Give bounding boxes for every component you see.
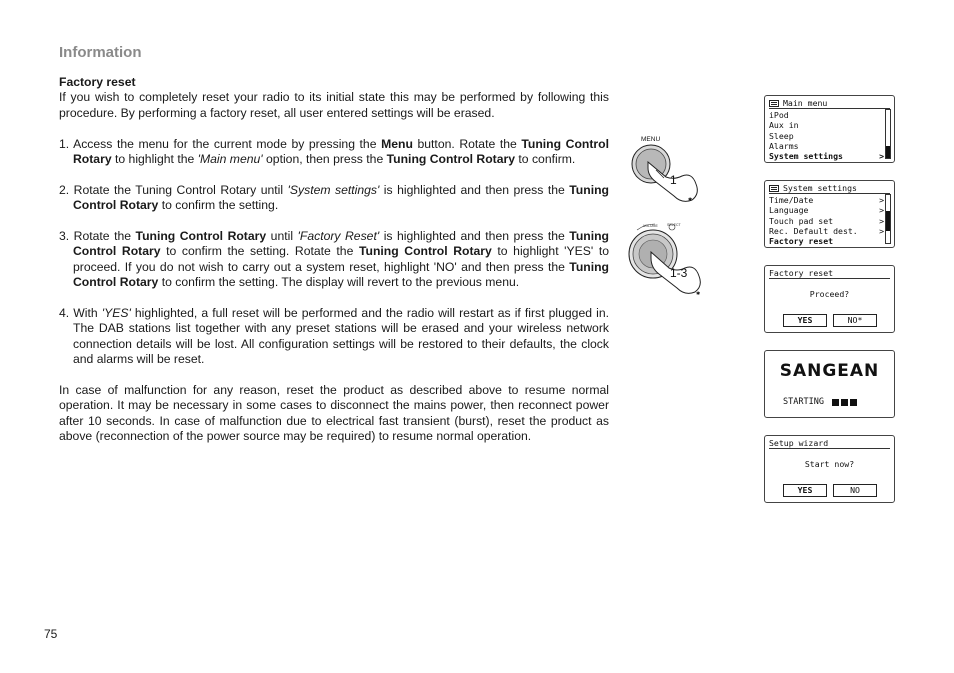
svg-text:VOLUME: VOLUME [643, 224, 658, 228]
svg-text:✱: ✱ [696, 291, 701, 297]
main-content [59, 75, 609, 445]
settings-item-language[interactable]: Language > [769, 205, 884, 216]
svg-text:✱: ✱ [688, 197, 693, 203]
menu-list [769, 110, 884, 161]
menu-label: MENU [641, 136, 661, 143]
callout-1: 1 [670, 173, 677, 187]
settings-item-time-date[interactable]: Time/Date > [769, 195, 884, 205]
start-now-prompt: Start now? [804, 459, 855, 469]
menu-knob-illustration [626, 132, 712, 210]
page-number: 75 [44, 627, 58, 641]
menu-item-ipod[interactable]: iPod [769, 110, 789, 120]
lcd-startup [764, 350, 895, 418]
no-button[interactable]: NO [833, 484, 877, 497]
intro-paragraph: If you wish to completely reset your radio to its initial state this may be performed by following this procedure. By performing a factory reset, all user entered settings will be erased. [59, 90, 609, 120]
step-number: 3. [59, 229, 74, 244]
step-1: 1. Access the menu for the current mode by pressing the Menu button. Rotate the Tuning Control Rotary to highlight the 'Main menu' option, then press the Tuning Control Rotary to confirm. [59, 136, 609, 167]
settings-item-touch-pad-set[interactable]: Touch pad set > [769, 215, 884, 226]
settings-item-rec-default-dest[interactable]: Rec. Default dest. > [769, 225, 884, 236]
proceed-prompt: Proceed? [809, 289, 850, 299]
callout-1-3: 1-3 [670, 266, 688, 280]
menu-list-icon [769, 185, 779, 192]
yes-button[interactable]: YES [783, 484, 827, 497]
menu-list-icon [769, 100, 779, 107]
rotary-knob-icon [627, 218, 717, 300]
svg-text:SELECT: SELECT [667, 223, 681, 227]
menu-knob-icon [626, 132, 712, 210]
step-3: 3. Rotate the Tuning Control Rotary until 'Factory Reset' is highlighted and then press the Tuning Control Rotary to confirm the setting. Rotate the Tuning Control Rotary to highlight 'YES' to proceed. If you do not wish to carry out a system reset, highlight 'NO' and then press the Tuning Control Rotary to confirm the setting. The display will revert to the previous menu. [59, 229, 609, 290]
yes-button[interactable]: YES [783, 314, 827, 327]
lcd-header: Factory reset [769, 268, 890, 279]
step-4: 4. With 'YES' highlighted, a full reset will be performed and the radio will restart as if first plugged in. The DAB stations list together with any preset stations will be erased and your wireless network connection details will be lost. All configuration settings will be restored to their defaults, the clock and alarms will be reset. [59, 306, 609, 367]
settings-list [769, 195, 884, 246]
menu-item-alarms[interactable]: Alarms [769, 140, 799, 151]
lcd-system-settings [764, 180, 895, 248]
lcd-header: Setup wizard [769, 438, 890, 449]
progress-bars-icon [832, 399, 859, 406]
starting-status: STARTING [783, 397, 859, 407]
menu-item-sleep[interactable]: Sleep [769, 130, 794, 141]
brand-logo: SANGEAN [779, 361, 880, 381]
lcd-setup-wizard [764, 435, 895, 503]
lcd-main-menu [764, 95, 895, 163]
step-number: 1. [59, 136, 74, 151]
lcd-header: Main menu [769, 98, 890, 109]
settings-item-factory-reset[interactable]: Factory reset [769, 236, 834, 247]
step-number: 2. [59, 182, 74, 197]
rotary-knob-illustration [627, 218, 717, 300]
closing-paragraph: In case of malfunction for any reason, reset the product as described above to resume normal operation. It may be necessary in some cases to disconnect the mains power, then reconnect power after 10 seconds. In case of malfunction due to electrical fast transient (burst), reset the product as above (reconnection of the power source may be required) to resume normal operation. [59, 383, 609, 444]
scrollbar[interactable] [885, 194, 891, 244]
factory-reset-heading: Factory reset [59, 75, 136, 89]
no-button[interactable]: NO* [833, 314, 877, 327]
menu-item-system-settings[interactable]: System settings > [769, 151, 884, 162]
lcd-factory-reset [764, 265, 895, 333]
scrollbar[interactable] [885, 109, 891, 159]
step-2: 2. Rotate the Tuning Control Rotary until 'System settings' is highlighted and then press the Tuning Control Rotary to confirm the setting. [59, 182, 609, 213]
step-number: 4. [59, 306, 74, 321]
section-title: Information [59, 44, 142, 61]
menu-item-aux-in[interactable]: Aux in [769, 120, 799, 131]
lcd-header: System settings [769, 183, 890, 194]
